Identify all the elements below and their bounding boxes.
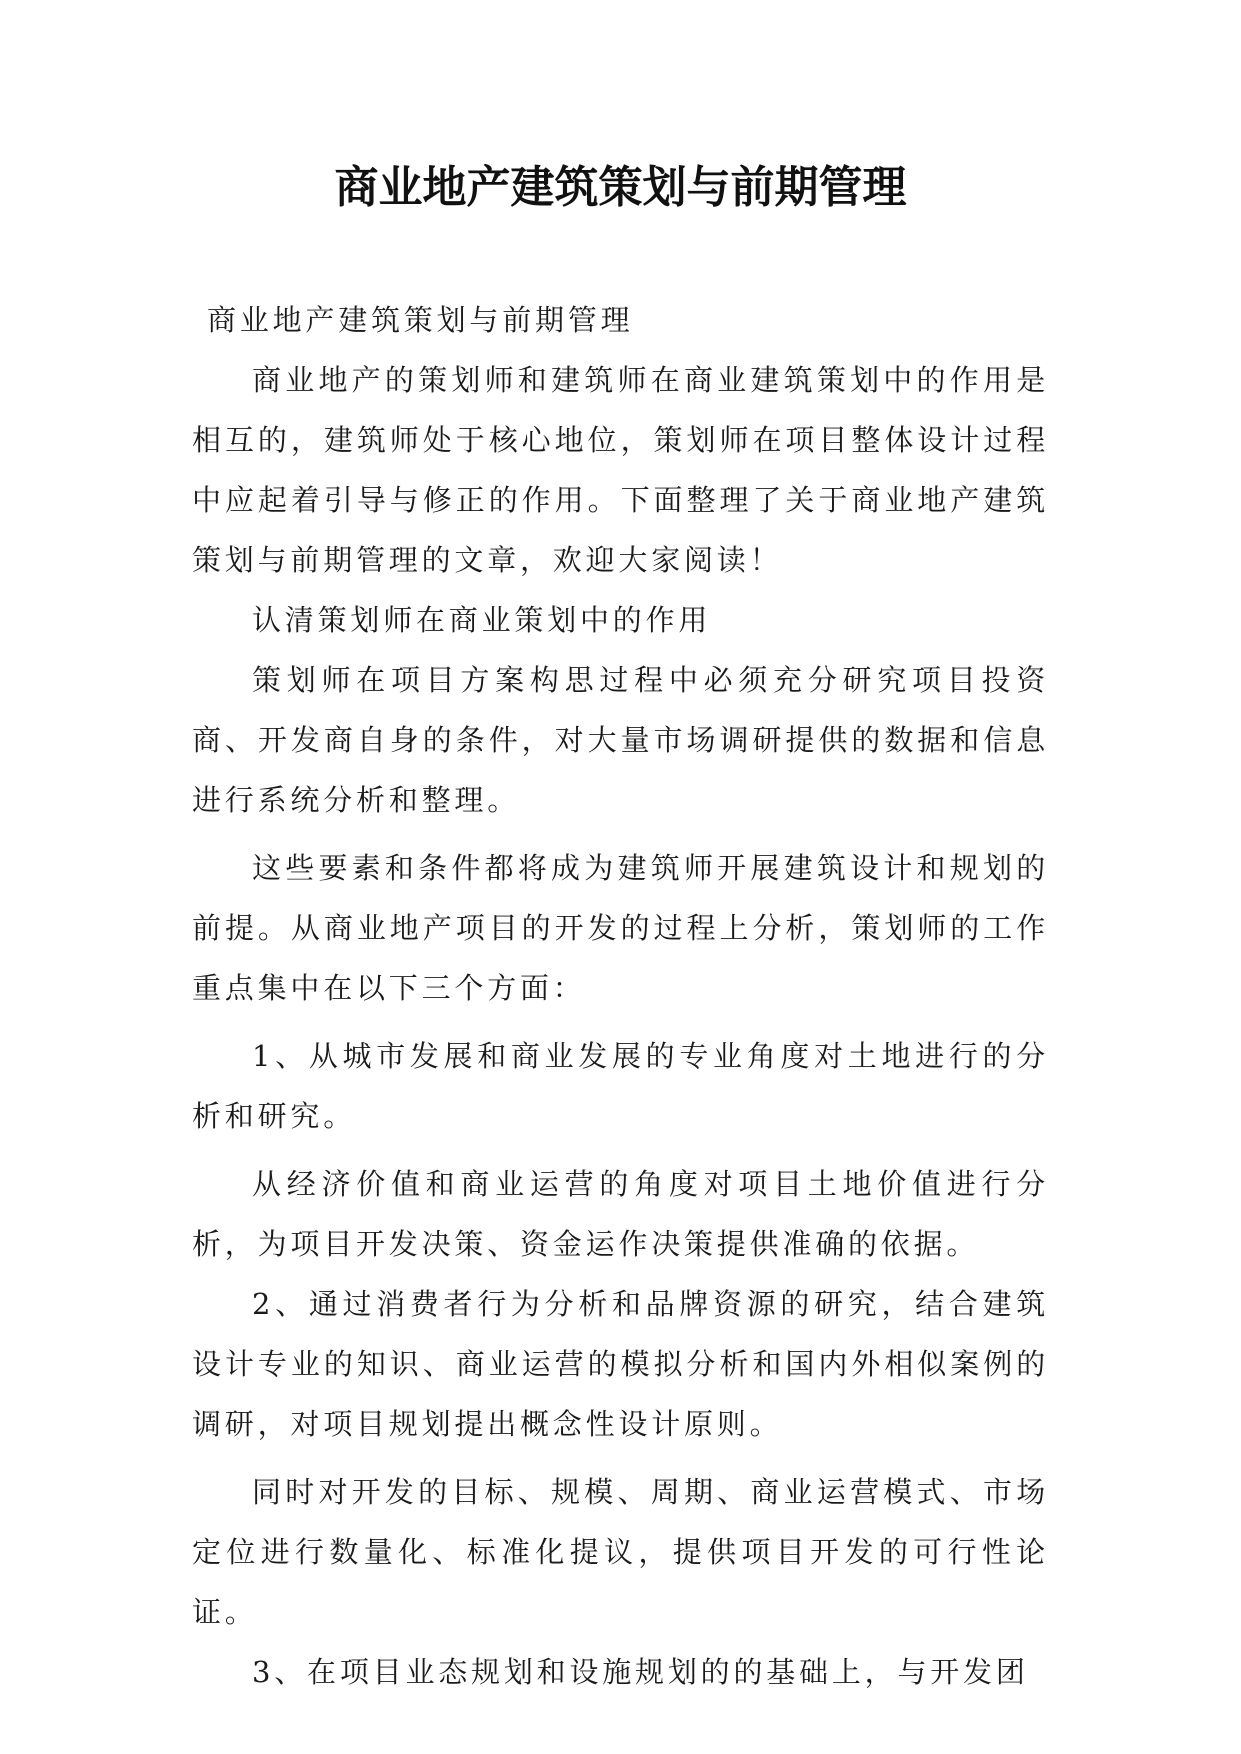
paragraph: 策划师在项目方案构思过程中必须充分研究项目投资商、开发商自身的条件，对大量市场调研提供的数据和信息进行系统分析和整理。: [192, 663, 1049, 817]
list-item-3: 3、在项目业态规划和设施规划的的基础上，与开发团: [252, 1655, 1029, 1689]
list-item-2: 2、通过消费者行为分析和品牌资源的研究，结合建筑设计专业的知识、商业运营的模拟分析和国内外相似案例的调研，对项目规划提出概念性设计原则。: [192, 1287, 1049, 1441]
paragraph: 这些要素和条件都将成为建筑师开展建筑设计和规划的前提。从商业地产项目的开发的过程上分析，策划师的工作重点集中在以下三个方面：: [192, 851, 1049, 1005]
document-subtitle: 商业地产建筑策划与前期管理: [207, 303, 634, 337]
document-title: 商业地产建筑策划与前期管理: [334, 162, 907, 213]
paragraph: 同时对开发的目标、规模、周期、商业运营模式、市场定位进行数量化、标准化提议，提供项目开发的可行性论证。: [192, 1475, 1049, 1629]
list-item-1: 1、从城市发展和商业发展的专业角度对土地进行的分析和研究。: [192, 1039, 1049, 1133]
document-body: [192, 290, 1049, 1702]
section-heading: 认清策划师在商业策划中的作用: [252, 603, 712, 637]
paragraph: 从经济价值和商业运营的角度对项目土地价值进行分析，为项目开发决策、资金运作决策提供准确的依据。: [192, 1167, 1049, 1261]
paragraph-intro: 商业地产的策划师和建筑师在商业建筑策划中的作用是相互的，建筑师处于核心地位，策划师在项目整体设计过程中应起着引导与修正的作用。下面整理了关于商业地产建筑策划与前期管理的文章，欢迎大家阅读！: [192, 363, 1049, 577]
